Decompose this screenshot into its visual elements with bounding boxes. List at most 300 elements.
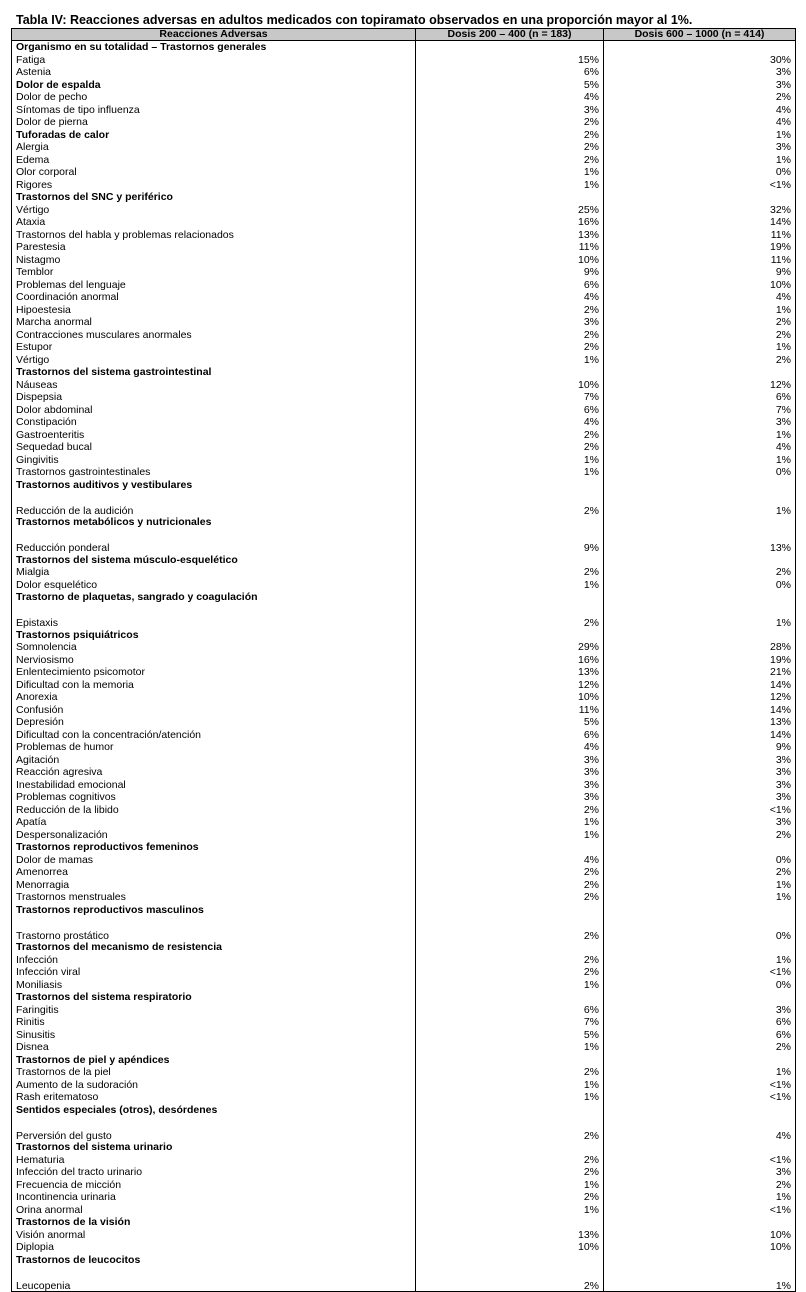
group-label: Sentidos especiales (otros), desórdenes — [12, 1104, 416, 1117]
table-row — [12, 441, 796, 454]
reaction-label: Constipación — [12, 416, 416, 429]
reaction-label: Dolor de mamas — [12, 854, 416, 867]
group-row — [12, 991, 796, 1004]
value-dose-600-1000: 2% — [604, 316, 796, 329]
value-dose-200-400: 16% — [416, 216, 604, 229]
table-row — [12, 1179, 796, 1192]
group-row — [12, 554, 796, 567]
value-dose-200-400: 4% — [416, 741, 604, 754]
group-label: Tuforadas de calor — [12, 129, 416, 142]
value-dose-600-1000: 2% — [604, 91, 796, 104]
reaction-label: Parestesia — [12, 241, 416, 254]
table-row — [12, 204, 796, 217]
value-dose-200-400: 2% — [416, 116, 604, 129]
table-row — [12, 829, 796, 842]
group-label: Dolor de espalda — [12, 79, 416, 92]
table-row — [12, 1266, 796, 1292]
value-dose-600-1000: 1% — [604, 891, 796, 904]
value-dose-600-1000 — [604, 366, 796, 379]
header-reactions: Reacciones Adversas — [12, 29, 416, 41]
reaction-label: Marcha anormal — [12, 316, 416, 329]
reaction-label: Reducción ponderal — [12, 529, 416, 554]
reaction-label: Ataxia — [12, 216, 416, 229]
reaction-label: Alergia — [12, 141, 416, 154]
value-dose-600-1000: 14% — [604, 679, 796, 692]
value-dose-600-1000: 1% — [604, 154, 796, 167]
value-dose-200-400: 6% — [416, 729, 604, 742]
reaction-label: Amenorrea — [12, 866, 416, 879]
reaction-label: Trastornos de la piel — [12, 1066, 416, 1079]
table-row — [12, 641, 796, 654]
value-dose-200-400: 2% — [416, 1191, 604, 1204]
reaction-label: Inestabilidad emocional — [12, 779, 416, 792]
value-dose-200-400 — [416, 1054, 604, 1067]
table-row — [12, 1204, 796, 1217]
table-row — [12, 1241, 796, 1254]
reaction-label: Faringitis — [12, 1004, 416, 1017]
value-dose-600-1000: 0% — [604, 466, 796, 479]
table-row — [12, 166, 796, 179]
table-row — [12, 416, 796, 429]
table-row — [12, 154, 796, 167]
table-row — [12, 529, 796, 554]
value-dose-600-1000: 13% — [604, 716, 796, 729]
value-dose-200-400: 11% — [416, 704, 604, 717]
group-row — [12, 841, 796, 854]
reaction-label: Contracciones musculares anormales — [12, 329, 416, 342]
group-label: Trastornos de piel y apéndices — [12, 1054, 416, 1067]
table-row — [12, 1091, 796, 1104]
value-dose-600-1000 — [604, 1254, 796, 1267]
table-row — [12, 754, 796, 767]
group-row — [12, 479, 796, 492]
table-row — [12, 429, 796, 442]
reaction-label: Sinusitis — [12, 1029, 416, 1042]
value-dose-200-400: 4% — [416, 91, 604, 104]
value-dose-200-400: 2% — [416, 604, 604, 629]
table-row — [12, 104, 796, 117]
group-label: Trastornos psiquiátricos — [12, 629, 416, 642]
table-row — [12, 216, 796, 229]
value-dose-600-1000 — [604, 41, 796, 54]
value-dose-200-400: 1% — [416, 1091, 604, 1104]
value-dose-200-400: 2% — [416, 566, 604, 579]
value-dose-200-400: 2% — [416, 491, 604, 516]
value-dose-600-1000: 19% — [604, 241, 796, 254]
value-dose-600-1000: 3% — [604, 66, 796, 79]
value-dose-200-400: 3% — [416, 791, 604, 804]
reaction-label: Visión anormal — [12, 1229, 416, 1242]
value-dose-600-1000: 11% — [604, 229, 796, 242]
reaction-label: Hipoestesia — [12, 304, 416, 317]
table-row — [12, 116, 796, 129]
value-dose-200-400: 1% — [416, 579, 604, 592]
table-row — [12, 604, 796, 629]
value-dose-600-1000: 1% — [604, 1066, 796, 1079]
group-row — [12, 41, 796, 54]
value-dose-200-400 — [416, 1254, 604, 1267]
value-dose-600-1000: 12% — [604, 691, 796, 704]
value-dose-600-1000: 14% — [604, 216, 796, 229]
table-row — [12, 329, 796, 342]
value-dose-200-400: 1% — [416, 354, 604, 367]
value-dose-200-400: 2% — [416, 341, 604, 354]
reaction-label: Problemas cognitivos — [12, 791, 416, 804]
value-dose-600-1000: 32% — [604, 204, 796, 217]
table-row — [12, 241, 796, 254]
value-dose-600-1000: 4% — [604, 1116, 796, 1141]
value-dose-600-1000: 2% — [604, 829, 796, 842]
value-dose-600-1000: 30% — [604, 54, 796, 67]
table-row — [12, 1079, 796, 1092]
value-dose-200-400 — [416, 479, 604, 492]
value-dose-600-1000: 3% — [604, 141, 796, 154]
reaction-label: Despersonalización — [12, 829, 416, 842]
value-dose-200-400: 2% — [416, 304, 604, 317]
value-dose-600-1000 — [604, 629, 796, 642]
value-dose-200-400: 1% — [416, 454, 604, 467]
value-dose-600-1000: 13% — [604, 529, 796, 554]
table-row — [12, 1041, 796, 1054]
value-dose-200-400: 29% — [416, 641, 604, 654]
value-dose-600-1000: <1% — [604, 804, 796, 817]
reaction-label: Dolor abdominal — [12, 404, 416, 417]
group-row — [12, 366, 796, 379]
table-row — [12, 404, 796, 417]
value-dose-600-1000: 2% — [604, 354, 796, 367]
value-dose-600-1000: 0% — [604, 979, 796, 992]
reaction-label: Orina anormal — [12, 1204, 416, 1217]
adverse-reactions-table — [11, 28, 796, 1292]
table-row — [12, 54, 796, 67]
table-row — [12, 491, 796, 516]
value-dose-200-400: 3% — [416, 766, 604, 779]
reaction-label: Incontinencia urinaria — [12, 1191, 416, 1204]
value-dose-600-1000: <1% — [604, 1079, 796, 1092]
value-dose-600-1000: 1% — [604, 954, 796, 967]
table-row — [12, 1029, 796, 1042]
reaction-label: Dificultad con la concentración/atención — [12, 729, 416, 742]
value-dose-600-1000: 1% — [604, 454, 796, 467]
value-dose-200-400: 10% — [416, 254, 604, 267]
table-row — [12, 666, 796, 679]
group-row — [12, 629, 796, 642]
group-row — [12, 516, 796, 529]
group-row — [12, 191, 796, 204]
value-dose-600-1000 — [604, 479, 796, 492]
value-dose-600-1000: 1% — [604, 429, 796, 442]
table-row — [12, 766, 796, 779]
reaction-label: Perversión del gusto — [12, 1116, 416, 1141]
value-dose-600-1000: 1% — [604, 491, 796, 516]
value-dose-200-400: 2% — [416, 879, 604, 892]
value-dose-200-400 — [416, 991, 604, 1004]
value-dose-600-1000: 3% — [604, 779, 796, 792]
value-dose-600-1000 — [604, 904, 796, 917]
value-dose-200-400 — [416, 191, 604, 204]
value-dose-200-400 — [416, 591, 604, 604]
value-dose-600-1000: 1% — [604, 879, 796, 892]
reaction-label: Moniliasis — [12, 979, 416, 992]
group-label: Trastorno de plaquetas, sangrado y coagulación — [12, 591, 416, 604]
value-dose-200-400: 2% — [416, 129, 604, 142]
reaction-label: Aumento de la sudoración — [12, 1079, 416, 1092]
value-dose-200-400 — [416, 516, 604, 529]
value-dose-600-1000: 3% — [604, 816, 796, 829]
table-row — [12, 466, 796, 479]
value-dose-600-1000: 9% — [604, 266, 796, 279]
value-dose-200-400: 6% — [416, 279, 604, 292]
value-dose-600-1000: 0% — [604, 854, 796, 867]
value-dose-200-400: 2% — [416, 329, 604, 342]
group-label: Trastornos del sistema músculo-esquelético — [12, 554, 416, 567]
reaction-label: Problemas del lenguaje — [12, 279, 416, 292]
reaction-label: Síntomas de tipo influenza — [12, 104, 416, 117]
table-row — [12, 854, 796, 867]
group-label: Trastornos metabólicos y nutricionales — [12, 516, 416, 529]
value-dose-200-400: 2% — [416, 154, 604, 167]
reaction-label: Confusión — [12, 704, 416, 717]
table-row — [12, 91, 796, 104]
table-row — [12, 354, 796, 367]
reaction-label: Apatía — [12, 816, 416, 829]
table-row — [12, 316, 796, 329]
table-row — [12, 1004, 796, 1017]
value-dose-600-1000: 2% — [604, 866, 796, 879]
reaction-label: Olor corporal — [12, 166, 416, 179]
reaction-label: Dolor de pecho — [12, 91, 416, 104]
value-dose-200-400: 6% — [416, 404, 604, 417]
value-dose-200-400 — [416, 41, 604, 54]
reaction-label: Dificultad con la memoria — [12, 679, 416, 692]
reaction-label: Nerviosismo — [12, 654, 416, 667]
value-dose-200-400: 9% — [416, 529, 604, 554]
group-label: Organismo en su totalidad – Trastornos generales — [12, 41, 416, 54]
value-dose-200-400: 3% — [416, 754, 604, 767]
table-row — [12, 1191, 796, 1204]
table-row — [12, 379, 796, 392]
reaction-label: Frecuencia de micción — [12, 1179, 416, 1192]
value-dose-600-1000: 10% — [604, 1241, 796, 1254]
value-dose-600-1000: 1% — [604, 1266, 796, 1292]
reaction-label: Vértigo — [12, 204, 416, 217]
value-dose-200-400: 2% — [416, 966, 604, 979]
value-dose-200-400: 10% — [416, 1241, 604, 1254]
value-dose-200-400: 2% — [416, 804, 604, 817]
reaction-label: Trastornos menstruales — [12, 891, 416, 904]
value-dose-200-400: 7% — [416, 391, 604, 404]
table-row — [12, 779, 796, 792]
value-dose-200-400: 5% — [416, 716, 604, 729]
value-dose-200-400: 2% — [416, 441, 604, 454]
reaction-label: Disnea — [12, 1041, 416, 1054]
reaction-label: Reducción de la libido — [12, 804, 416, 817]
reaction-label: Problemas de humor — [12, 741, 416, 754]
table-row — [12, 1066, 796, 1079]
table-row — [12, 879, 796, 892]
group-label: Trastornos reproductivos masculinos — [12, 904, 416, 917]
table-row — [12, 1016, 796, 1029]
group-label: Trastornos del mecanismo de resistencia — [12, 941, 416, 954]
table-row — [12, 579, 796, 592]
table-row — [12, 816, 796, 829]
table-row — [12, 304, 796, 317]
value-dose-600-1000: 4% — [604, 104, 796, 117]
reaction-label: Astenia — [12, 66, 416, 79]
reaction-label: Rigores — [12, 179, 416, 192]
value-dose-600-1000: <1% — [604, 966, 796, 979]
reaction-label: Reacción agresiva — [12, 766, 416, 779]
value-dose-600-1000: 3% — [604, 1166, 796, 1179]
table-row — [12, 716, 796, 729]
group-row — [12, 1141, 796, 1154]
table-row — [12, 954, 796, 967]
group-row — [12, 1216, 796, 1229]
value-dose-200-400 — [416, 941, 604, 954]
table-row — [12, 866, 796, 879]
group-label: Trastornos del sistema urinario — [12, 1141, 416, 1154]
value-dose-200-400 — [416, 366, 604, 379]
group-label: Trastornos del sistema respiratorio — [12, 991, 416, 1004]
reaction-label: Depresión — [12, 716, 416, 729]
value-dose-600-1000: 2% — [604, 1179, 796, 1192]
table-row — [12, 66, 796, 79]
table-row — [12, 141, 796, 154]
reaction-label: Nistagmo — [12, 254, 416, 267]
reaction-label: Gingivitis — [12, 454, 416, 467]
value-dose-200-400: 3% — [416, 316, 604, 329]
value-dose-600-1000: 6% — [604, 1029, 796, 1042]
reaction-label: Infección viral — [12, 966, 416, 979]
value-dose-600-1000: 0% — [604, 916, 796, 941]
table-row — [12, 979, 796, 992]
table-row — [12, 1229, 796, 1242]
group-row — [12, 1104, 796, 1117]
value-dose-600-1000: 1% — [604, 304, 796, 317]
reaction-label: Epistaxis — [12, 604, 416, 629]
table-row — [12, 341, 796, 354]
value-dose-200-400: 4% — [416, 854, 604, 867]
value-dose-200-400: 6% — [416, 1004, 604, 1017]
value-dose-200-400: 12% — [416, 679, 604, 692]
value-dose-200-400 — [416, 1104, 604, 1117]
table-row — [12, 1116, 796, 1141]
value-dose-200-400: 16% — [416, 654, 604, 667]
value-dose-200-400: 10% — [416, 691, 604, 704]
value-dose-200-400: 9% — [416, 266, 604, 279]
value-dose-200-400: 2% — [416, 916, 604, 941]
value-dose-600-1000 — [604, 591, 796, 604]
value-dose-200-400 — [416, 1216, 604, 1229]
reaction-label: Gastroenteritis — [12, 429, 416, 442]
group-row — [12, 904, 796, 917]
group-row — [12, 1054, 796, 1067]
reaction-label: Fatiga — [12, 54, 416, 67]
value-dose-200-400: 2% — [416, 891, 604, 904]
value-dose-200-400: 2% — [416, 1166, 604, 1179]
value-dose-200-400: 1% — [416, 1079, 604, 1092]
table-row — [12, 891, 796, 904]
group-row — [12, 591, 796, 604]
value-dose-200-400: 15% — [416, 54, 604, 67]
value-dose-600-1000: 12% — [604, 379, 796, 392]
value-dose-600-1000: 4% — [604, 116, 796, 129]
reaction-label: Vértigo — [12, 354, 416, 367]
value-dose-200-400: 2% — [416, 1266, 604, 1292]
table-row — [12, 279, 796, 292]
reaction-label: Trastorno prostático — [12, 916, 416, 941]
table-row — [12, 391, 796, 404]
value-dose-600-1000: 10% — [604, 279, 796, 292]
value-dose-600-1000: 1% — [604, 1191, 796, 1204]
group-label: Trastornos del sistema gastrointestinal — [12, 366, 416, 379]
reaction-label: Rinitis — [12, 1016, 416, 1029]
value-dose-200-400: 2% — [416, 429, 604, 442]
value-dose-200-400 — [416, 904, 604, 917]
value-dose-600-1000: 28% — [604, 641, 796, 654]
value-dose-600-1000: 4% — [604, 291, 796, 304]
value-dose-200-400: 1% — [416, 1041, 604, 1054]
value-dose-200-400: 3% — [416, 104, 604, 117]
value-dose-600-1000: 7% — [604, 404, 796, 417]
value-dose-200-400: 5% — [416, 1029, 604, 1042]
value-dose-200-400: 1% — [416, 979, 604, 992]
value-dose-200-400 — [416, 1141, 604, 1154]
reaction-label: Temblor — [12, 266, 416, 279]
reaction-label: Estupor — [12, 341, 416, 354]
value-dose-200-400: 2% — [416, 141, 604, 154]
value-dose-600-1000 — [604, 516, 796, 529]
value-dose-600-1000 — [604, 991, 796, 1004]
table-row — [12, 229, 796, 242]
reaction-label: Dolor esquelético — [12, 579, 416, 592]
header-dose-200-400: Dosis 200 – 400 (n = 183) — [416, 29, 604, 41]
group-row — [12, 79, 796, 92]
group-label: Trastornos de leucocitos — [12, 1254, 416, 1267]
value-dose-200-400: 2% — [416, 1154, 604, 1167]
value-dose-600-1000: 3% — [604, 416, 796, 429]
value-dose-200-400: 5% — [416, 79, 604, 92]
table-row — [12, 1166, 796, 1179]
value-dose-600-1000: 0% — [604, 579, 796, 592]
table-row — [12, 741, 796, 754]
value-dose-600-1000: 6% — [604, 1016, 796, 1029]
value-dose-200-400: 13% — [416, 666, 604, 679]
reaction-label: Anorexia — [12, 691, 416, 704]
table-row — [12, 179, 796, 192]
value-dose-600-1000 — [604, 1054, 796, 1067]
group-row — [12, 1254, 796, 1267]
table-header-row — [12, 29, 796, 41]
value-dose-200-400: 1% — [416, 829, 604, 842]
table-row — [12, 1154, 796, 1167]
reaction-label: Enlentecimiento psicomotor — [12, 666, 416, 679]
table-row — [12, 654, 796, 667]
value-dose-600-1000: 21% — [604, 666, 796, 679]
value-dose-200-400: 1% — [416, 1204, 604, 1217]
group-row — [12, 129, 796, 142]
value-dose-200-400: 25% — [416, 204, 604, 217]
value-dose-600-1000: 10% — [604, 1229, 796, 1242]
table-title: Tabla IV: Reacciones adversas en adultos medicados con topiramato observados en una proporción mayor al 1%. — [16, 13, 693, 27]
value-dose-600-1000 — [604, 1104, 796, 1117]
value-dose-200-400: 2% — [416, 1116, 604, 1141]
value-dose-600-1000: 3% — [604, 79, 796, 92]
value-dose-200-400 — [416, 554, 604, 567]
value-dose-200-400: 4% — [416, 291, 604, 304]
reaction-label: Hematuria — [12, 1154, 416, 1167]
value-dose-600-1000: 14% — [604, 704, 796, 717]
